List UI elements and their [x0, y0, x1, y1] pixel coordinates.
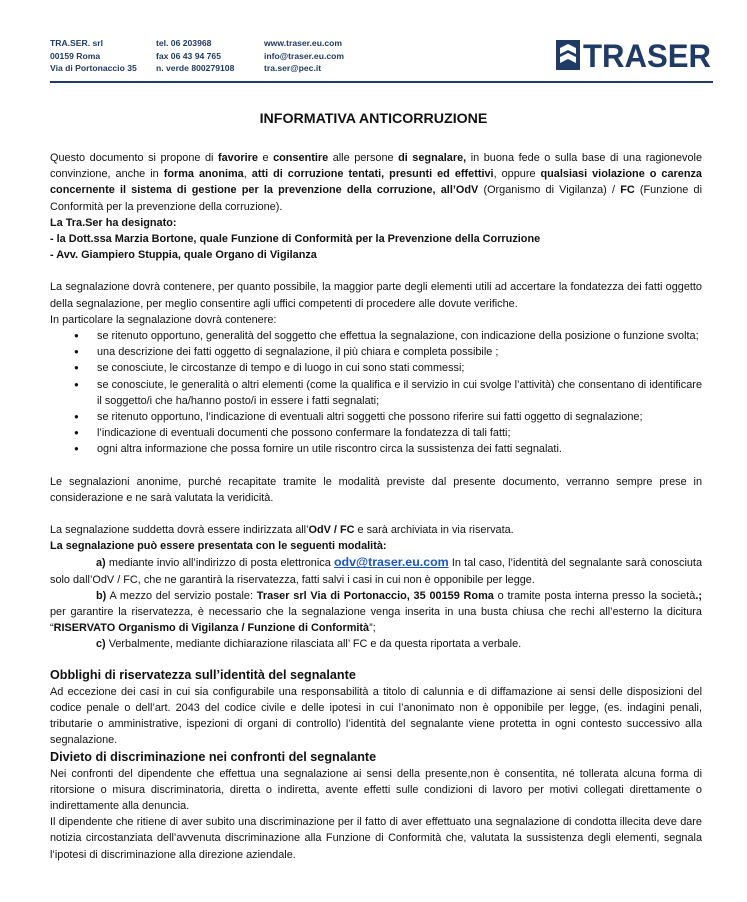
confidentiality-heading: Obblighi di riservatezza sull’identità del segnalante — [50, 667, 356, 682]
company-website-link[interactable]: www.traser.eu.com — [264, 38, 343, 48]
list-item: ● una descrizione dei fatti oggetto di segnalazione, il più chiara e completa possibile ; — [50, 344, 702, 360]
svg-text:TRASER: TRASER — [583, 40, 711, 70]
company-phones — [156, 37, 234, 75]
discrimination-paragraph-2: Il dipendente che ritiene di aver subito una discriminazione per il fatto di aver effettuato una segnalazione di condotta illecita deve dare notizia circostanziata dell’avvenuta discriminazione alla Funzione di Conformità che, valutata la sussistenza degli elementi, segnala l’ipotesi di discriminazione alla direzione aziendale. — [50, 816, 702, 861]
discrimination-paragraph-1: Nei confronti del dipendente che effettua una segnalazione ai sensi della presente,non è consentita, né tollerata alcuna forma di ritorsione o misura discriminatoria, diretta o indiretta, avente effetti sulle condizioni di lavoro per motivi collegati direttamente o indirettamente alla denuncia. — [50, 767, 702, 812]
list-item: ● ogni altra informazione che possa fornire un utile riscontro circa la sussistenza dei fatti segnalati. — [50, 441, 702, 457]
confidentiality-paragraph: Ad eccezione dei casi in cui sia configurabile una responsabilità a titolo di calunnia e di diffamazione ai sensi delle disposizioni del codice penale o dell’art. 2043 del codice civile e delle ipotesi in cui l’anonimato non è opponibile per legge, (es. indagini penali, tributarie o amministrative, ispezioni di organi di controllo) l’identità del segnalante viene protetta in ogni contesto successivo alla segnalazione. — [50, 685, 702, 747]
list-item: ● l’indicazione di eventuali documenti che possono confermare la fondatezza di tali fatti; — [50, 425, 702, 441]
company-street: Via di Portonaccio 35 — [50, 63, 137, 74]
traser-logo — [556, 40, 712, 70]
company-zip: 00159 Roma — [50, 50, 101, 61]
mode-a: a) mediante invio all’indirizzo di posta elettronica odv@traser.eu.com In tal caso, l’identità del segnalante sarà conosciuta solo dall’OdV / FC, che ne garantirà la riservatezza, fatti salvi i casi in cui non è opponibile per legge. — [50, 555, 702, 586]
company-pec-link[interactable]: tra.ser@pec.it — [264, 63, 322, 74]
address-paragraph: La segnalazione suddetta dovrà essere indirizzata all’OdV / FC e sarà archiviata in via riservata. — [50, 524, 514, 537]
company-toll-free: n. verde 800279108 — [156, 63, 235, 74]
designation-odv: - Avv. Giampiero Stuppia, quale Organo di Vigilanza — [50, 249, 317, 262]
intro-paragraph: Questo documento si propone di favorire e consentire alle persone di segnalare, in buona fede o sulla base di una ragionevole convinzione, anche in forma anonima, atti di corruzione tentati, presunti ed effettivi, oppure qualsiasi violazione o carenza concernente il sistema di gestione per la prevenzione della corruzione, all’OdV (Organismo di Vigilanza) / FC (Funzione di Conformità per la prevenzione della corruzione). — [50, 152, 703, 213]
odv-email-link[interactable]: odv@traser.eu.com — [333, 555, 449, 570]
document-body — [50, 150, 702, 863]
content-requirements-list — [50, 328, 702, 458]
list-item: ● se conosciute, le circostanze di tempo e di luogo in cui sono stati commessi; — [50, 360, 702, 376]
modes-heading: La segnalazione può essere presentata con le seguenti modalità: — [50, 540, 387, 553]
company-web — [264, 37, 344, 75]
list-item: ● se ritenuto opportuno, l’indicazione di eventuali altri soggetti che possono riferire sui fatti oggetto di segnalazione; — [50, 409, 702, 425]
company-tel: tel. 06 203968 — [156, 38, 212, 48]
designation-fc: - la Dott.ssa Marzia Bortone, quale Funzione di Conformità per la Prevenzione della Corruzione — [50, 233, 541, 246]
mode-c: c) Verbalmente, mediante dichiarazione rilasciata all’ FC e da questa riportata a verbale. — [96, 638, 522, 651]
list-item: ● se ritenuto opportuno, generalità del soggetto che effettua la segnalazione, con indicazione della posizione o funzione svolta; — [50, 328, 702, 344]
list-item: ● se conosciute, le generalità o altri elementi (come la qualifica e il servizio in cui svolge l’attività) che consentano di identificare il soggetto/i che ha/hanno posto/i in essere i fatti segnalati; — [50, 377, 702, 409]
content-intro: In particolare la segnalazione dovrà contenere: — [50, 313, 277, 326]
company-name: TRA.SER. srl — [50, 38, 104, 48]
page-title: INFORMATIVA ANTICORRUZIONE — [259, 111, 488, 127]
designation-heading: La Tra.Ser ha designato: — [50, 216, 177, 229]
company-email-link[interactable]: info@traser.eu.com — [264, 50, 345, 61]
company-fax: fax 06 43 94 765 — [156, 50, 221, 61]
content-paragraph: La segnalazione dovrà contenere, per quanto possibile, la maggior parte degli elementi utili ad accertare la fondatezza dei fatti oggetto della segnalazione, per meglio consentire agli uffici competenti di procedere alle dovute verifiche. — [50, 281, 702, 310]
header-divider — [50, 81, 713, 83]
discrimination-heading: Divieto di discriminazione nei confronti del segnalante — [50, 749, 377, 764]
mode-b: b) A mezzo del servizio postale: Traser srl Via di Portonaccio, 35 00159 Roma o tramite posta interna presso la società.; per garantire la riservatezza, è necessario che la segnalazione venga inserita in una busta chiusa che rechi all’esterno la dicitura “RISERVATO Organismo di Vigilanza / Funzione di Conformità”; — [50, 589, 702, 635]
anonymous-paragraph: Le segnalazioni anonime, purché recapitate tramite le modalità previste dal presente documento, verranno sempre prese in considerazione e ne sarà valutata la veridicità. — [50, 475, 702, 504]
company-address — [50, 37, 137, 75]
